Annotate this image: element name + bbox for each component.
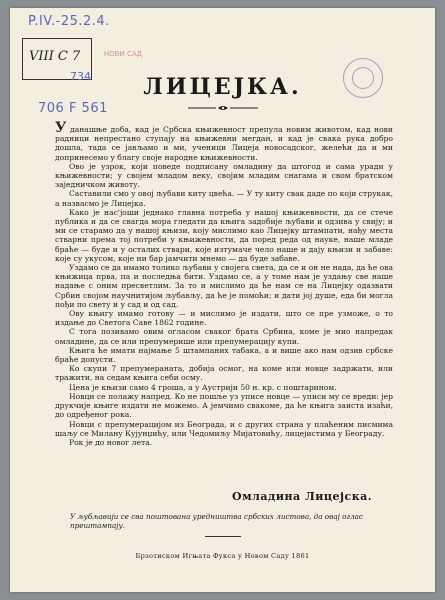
paragraph: Ово је узрок, који поведе подписану омладину да штогод и сама уради у књижевности; у својем младом веку, својим младим снагама и свом братском заједничком животу. [55, 161, 393, 190]
paragraph: Ову књигу имамо готову — и мислимо је издати, што се пре узможе, о то издање до Светога Саве 1862 године. [55, 309, 393, 328]
paragraph: Ко скупи 7 препумераната, добија осмог, на коме или новце задржати, или тражити, на седам књига себи осму. [55, 364, 393, 383]
inventory-mark: P.IV.-25.2.4. [28, 14, 110, 29]
printer-imprint: Брзотиском Игњата Фукса у Новом Саду 1861 [135, 552, 310, 560]
catalog-code: VIII C 7 [29, 49, 81, 64]
paragraph: С тога позивамо овим огласом сваког брата Србина, коме је мио напредак омладине, да се или препумерише или препумерацију купи. [55, 327, 393, 346]
divider [205, 536, 241, 537]
paragraph: Новци се полажу напред. Ко не пошље уз уписе новце — уписи му се вреди: јер друкчије књиге издати не можемо. А јемчимо свакоме, да ће књига заиста изаћи, до одређеног рока. [55, 391, 393, 420]
paragraph: Како је нас'јоши једнако главна потреба у нашој књижевности, да се стече публика и да се свагда мора гледати да књига задобије љубави и одзива у свију; и ми се старамо да у нашој књизи, коју мислимо као Лицејку штампати, нађу места стварни према тој потреби у књижевности, да поред реда од науке, наше младе браће — буде и у осталих ствари, које изтумаче чело наше и дају књизи и забаве: које су укусом, које ни бар јамчити мнемо — да буде забаве. [55, 207, 393, 263]
signature: Омладина Лицејска. [232, 490, 373, 503]
document-sheet [10, 8, 435, 592]
faded-stamp: НОВИ САД [103, 50, 143, 58]
footer-note: У љубљавији се сва поштована уредништва србских листова, да овај оглас прештампају. [70, 512, 363, 530]
stamp-number: 734 [70, 70, 91, 83]
paragraph: Саставили смо у овој љубави киту цвећа. — У ту киту свак даде по који струкак, а назвасмо је Лицејка. [55, 189, 393, 208]
paragraph: Уздамо се да имамо толико љубави у својега света, да се и он не нада, да ће ова књижица прва, па и последња бити. Уздамо се, а у томе нам је уздању све наше надање с оним пресветлим. За то и мислимо да ће нам се на Лицејку одазвати Србин својом научнитијом љубављу, да ће је помоћи; и дати јој душе, еда би могла пођи по свету и у сад и од сад. [55, 263, 394, 309]
paragraph: У данашње доба, кад је Србска књижевност препула новим животом, кад нови радници непрестано ступају на књижевни мегдан, и кад је свака рука добро дошла, тада се јављамо и ми, ученици Лицеја новосадског, желећи да и ми допринесемо у благу своје народне књижевности. [55, 120, 393, 162]
ornament-divider-icon [186, 104, 260, 112]
shelf-mark: 706 F 561 [38, 101, 108, 116]
drop-cap: У [55, 120, 67, 136]
document-body [55, 120, 394, 447]
paragraph: Новци с препумерацијом из Београда, и с других страна у плаћеним писмима шаљу се Милану Кујунџићу, или Чедомиљу Мијатовићу, лицејистима у Београду. [55, 419, 393, 438]
paragraph: Рок је до новог лета. [69, 437, 153, 447]
document-title: ЛИЦЕЈКА. [143, 74, 302, 100]
paragraph: Цена је књизи само 4 гроша, а у Аустрији 50 н. кр. с поштарином. [69, 382, 337, 392]
paragraph: Књига ће имати најмање 5 штампаних табака, а и више ако нам одзив србске браће допусти. [55, 345, 393, 365]
